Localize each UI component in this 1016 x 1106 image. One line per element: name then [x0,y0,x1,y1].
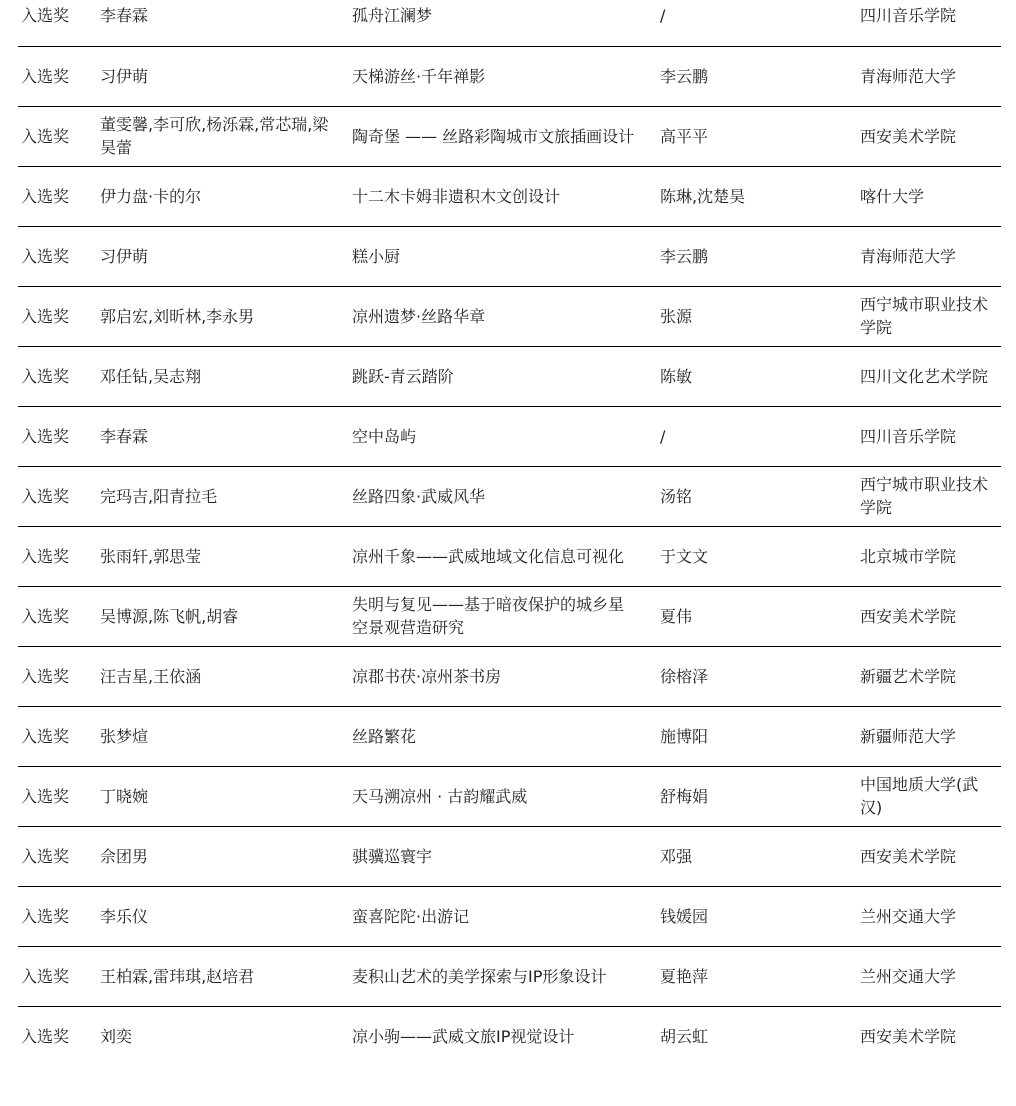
advisor-cell: 陈敏 [657,346,857,406]
title-cell: 凉郡书茯·凉州茶书房 [349,646,657,706]
title-cell: 孤舟江澜梦 [349,0,657,46]
table-row [18,106,1001,166]
school-cell: 新疆艺术学院 [857,646,1001,706]
award-cell: 入选奖 [18,46,97,106]
school-cell: 新疆师范大学 [857,706,1001,766]
table-row [18,706,1001,766]
school-cell: 西宁城市职业技术学院 [857,466,1001,526]
title-cell: 凉州遗梦·丝路华章 [349,286,657,346]
advisor-cell: 夏艳萍 [657,946,857,1006]
advisor-cell: 于文文 [657,526,857,586]
school-cell: 西安美术学院 [860,1026,957,1046]
advisor-cell: 舒梅娟 [657,766,857,826]
authors-cell: 习伊萌 [97,226,349,286]
authors-cell: 李春霖 [97,406,349,466]
advisor-cell: 李云鹏 [657,46,857,106]
award-cell: 入选奖 [18,706,97,766]
title-cell: 糕小厨 [349,226,657,286]
title-cell: 天梯游丝·千年禅影 [349,46,657,106]
award-cell: 入选奖 [18,886,97,946]
authors-cell: 佘团男 [97,826,349,886]
advisor-cell: 徐榕泽 [657,646,857,706]
authors-cell: 张梦煊 [97,706,349,766]
award-cell: 入选奖 [21,1026,70,1046]
award-cell: 入选奖 [18,346,97,406]
authors-cell: 汪吉星,王依涵 [97,646,349,706]
title-cell: 凉州千象——武威地域文化信息可视化 [349,526,657,586]
school-cell: 喀什大学 [857,166,1001,226]
table-row [18,646,1001,706]
authors-cell: 李春霖 [97,0,349,46]
title-cell: 丝路四象·武威风华 [349,466,657,526]
advisor-cell: 陈琳,沈楚昊 [657,166,857,226]
table-row [18,826,1001,886]
advisor-cell: 汤铭 [657,466,857,526]
table-row [18,886,1001,946]
title-cell: 麦积山艺术的美学探索与IP形象设计 [349,946,657,1006]
award-cell: 入选奖 [18,646,97,706]
award-cell: 入选奖 [18,526,97,586]
award-cell: 入选奖 [18,286,97,346]
authors-cell: 吴博源,陈飞帆,胡睿 [97,586,349,646]
school-cell: 中国地质大学(武汉) [857,766,1001,826]
advisor-cell: 张源 [657,286,857,346]
advisor-cell: 李云鹏 [657,226,857,286]
school-cell: 兰州交通大学 [857,886,1001,946]
school-cell: 西安美术学院 [857,106,1001,166]
table-row [18,166,1001,226]
authors-cell: 王柏霖,雷玮琪,赵培君 [97,946,349,1006]
award-cell: 入选奖 [18,406,97,466]
table-row [18,466,1001,526]
advisor-cell: 施博阳 [657,706,857,766]
award-cell: 入选奖 [18,106,97,166]
authors-cell: 习伊萌 [97,46,349,106]
school-cell: 四川文化艺术学院 [857,346,1001,406]
school-cell: 四川音乐学院 [857,406,1001,466]
school-cell: 青海师范大学 [857,46,1001,106]
advisor-cell: 钱媛园 [657,886,857,946]
table-row [18,226,1001,286]
advisor-cell: 邓强 [657,826,857,886]
title-cell: 丝路繁花 [349,706,657,766]
school-cell: 西安美术学院 [857,586,1001,646]
school-cell: 兰州交通大学 [857,946,1001,1006]
authors-cell: 郭启宏,刘昕林,李永男 [97,286,349,346]
award-cell: 入选奖 [18,826,97,886]
table-row [18,946,1001,1006]
school-cell: 北京城市学院 [857,526,1001,586]
advisor-cell: 胡云虹 [660,1026,709,1046]
advisor-cell: 高平平 [657,106,857,166]
table-row [18,286,1001,346]
authors-cell: 完玛吉,阳青拉毛 [97,466,349,526]
table-row [18,0,1001,46]
title-cell: 天马溯凉州 · 古韵耀武威 [349,766,657,826]
award-cell: 入选奖 [18,226,97,286]
table-row [18,586,1001,646]
school-cell: 西安美术学院 [857,826,1001,886]
authors-cell: 伊力盘·卡的尔 [97,166,349,226]
award-cell: 入选奖 [18,766,97,826]
title-cell: 十二木卡姆非遗积木文创设计 [349,166,657,226]
title-cell: 陶奇堡 —— 丝路彩陶城市文旅插画设计 [349,106,657,166]
award-cell: 入选奖 [18,586,97,646]
advisor-cell: 夏伟 [657,586,857,646]
table-row [18,406,1001,466]
school-cell: 青海师范大学 [857,226,1001,286]
table-row [18,1006,1001,1066]
award-cell: 入选奖 [18,166,97,226]
award-table-body [18,0,1001,1066]
table-row [18,346,1001,406]
authors-cell: 李乐仪 [97,886,349,946]
advisor-cell: / [657,406,857,466]
advisor-cell: / [657,0,857,46]
title-cell: 跳跃-青云踏阶 [349,346,657,406]
award-cell: 入选奖 [18,946,97,1006]
title-cell: 凉小驹——武威文旅IP视觉设计 [352,1026,575,1046]
school-cell: 西宁城市职业技术学院 [857,286,1001,346]
authors-cell: 刘奕 [100,1026,133,1046]
table-row [18,46,1001,106]
award-cell: 入选奖 [18,466,97,526]
award-table [18,0,1001,1066]
authors-cell: 董雯馨,李可欣,杨泺霖,常芯瑞,梁昊蕾 [97,106,349,166]
school-cell: 四川音乐学院 [857,0,1001,46]
title-cell: 骐骥巡寰宇 [349,826,657,886]
authors-cell: 邓任钻,吴志翔 [97,346,349,406]
table-row [18,766,1001,826]
title-cell: 空中岛屿 [349,406,657,466]
title-cell: 蛮喜陀陀·出游记 [349,886,657,946]
authors-cell: 张雨轩,郭思莹 [97,526,349,586]
table-row [18,526,1001,586]
title-cell: 失明与复见——基于暗夜保护的城乡星空景观营造研究 [349,586,657,646]
award-cell: 入选奖 [18,0,97,46]
authors-cell: 丁晓婉 [97,766,349,826]
